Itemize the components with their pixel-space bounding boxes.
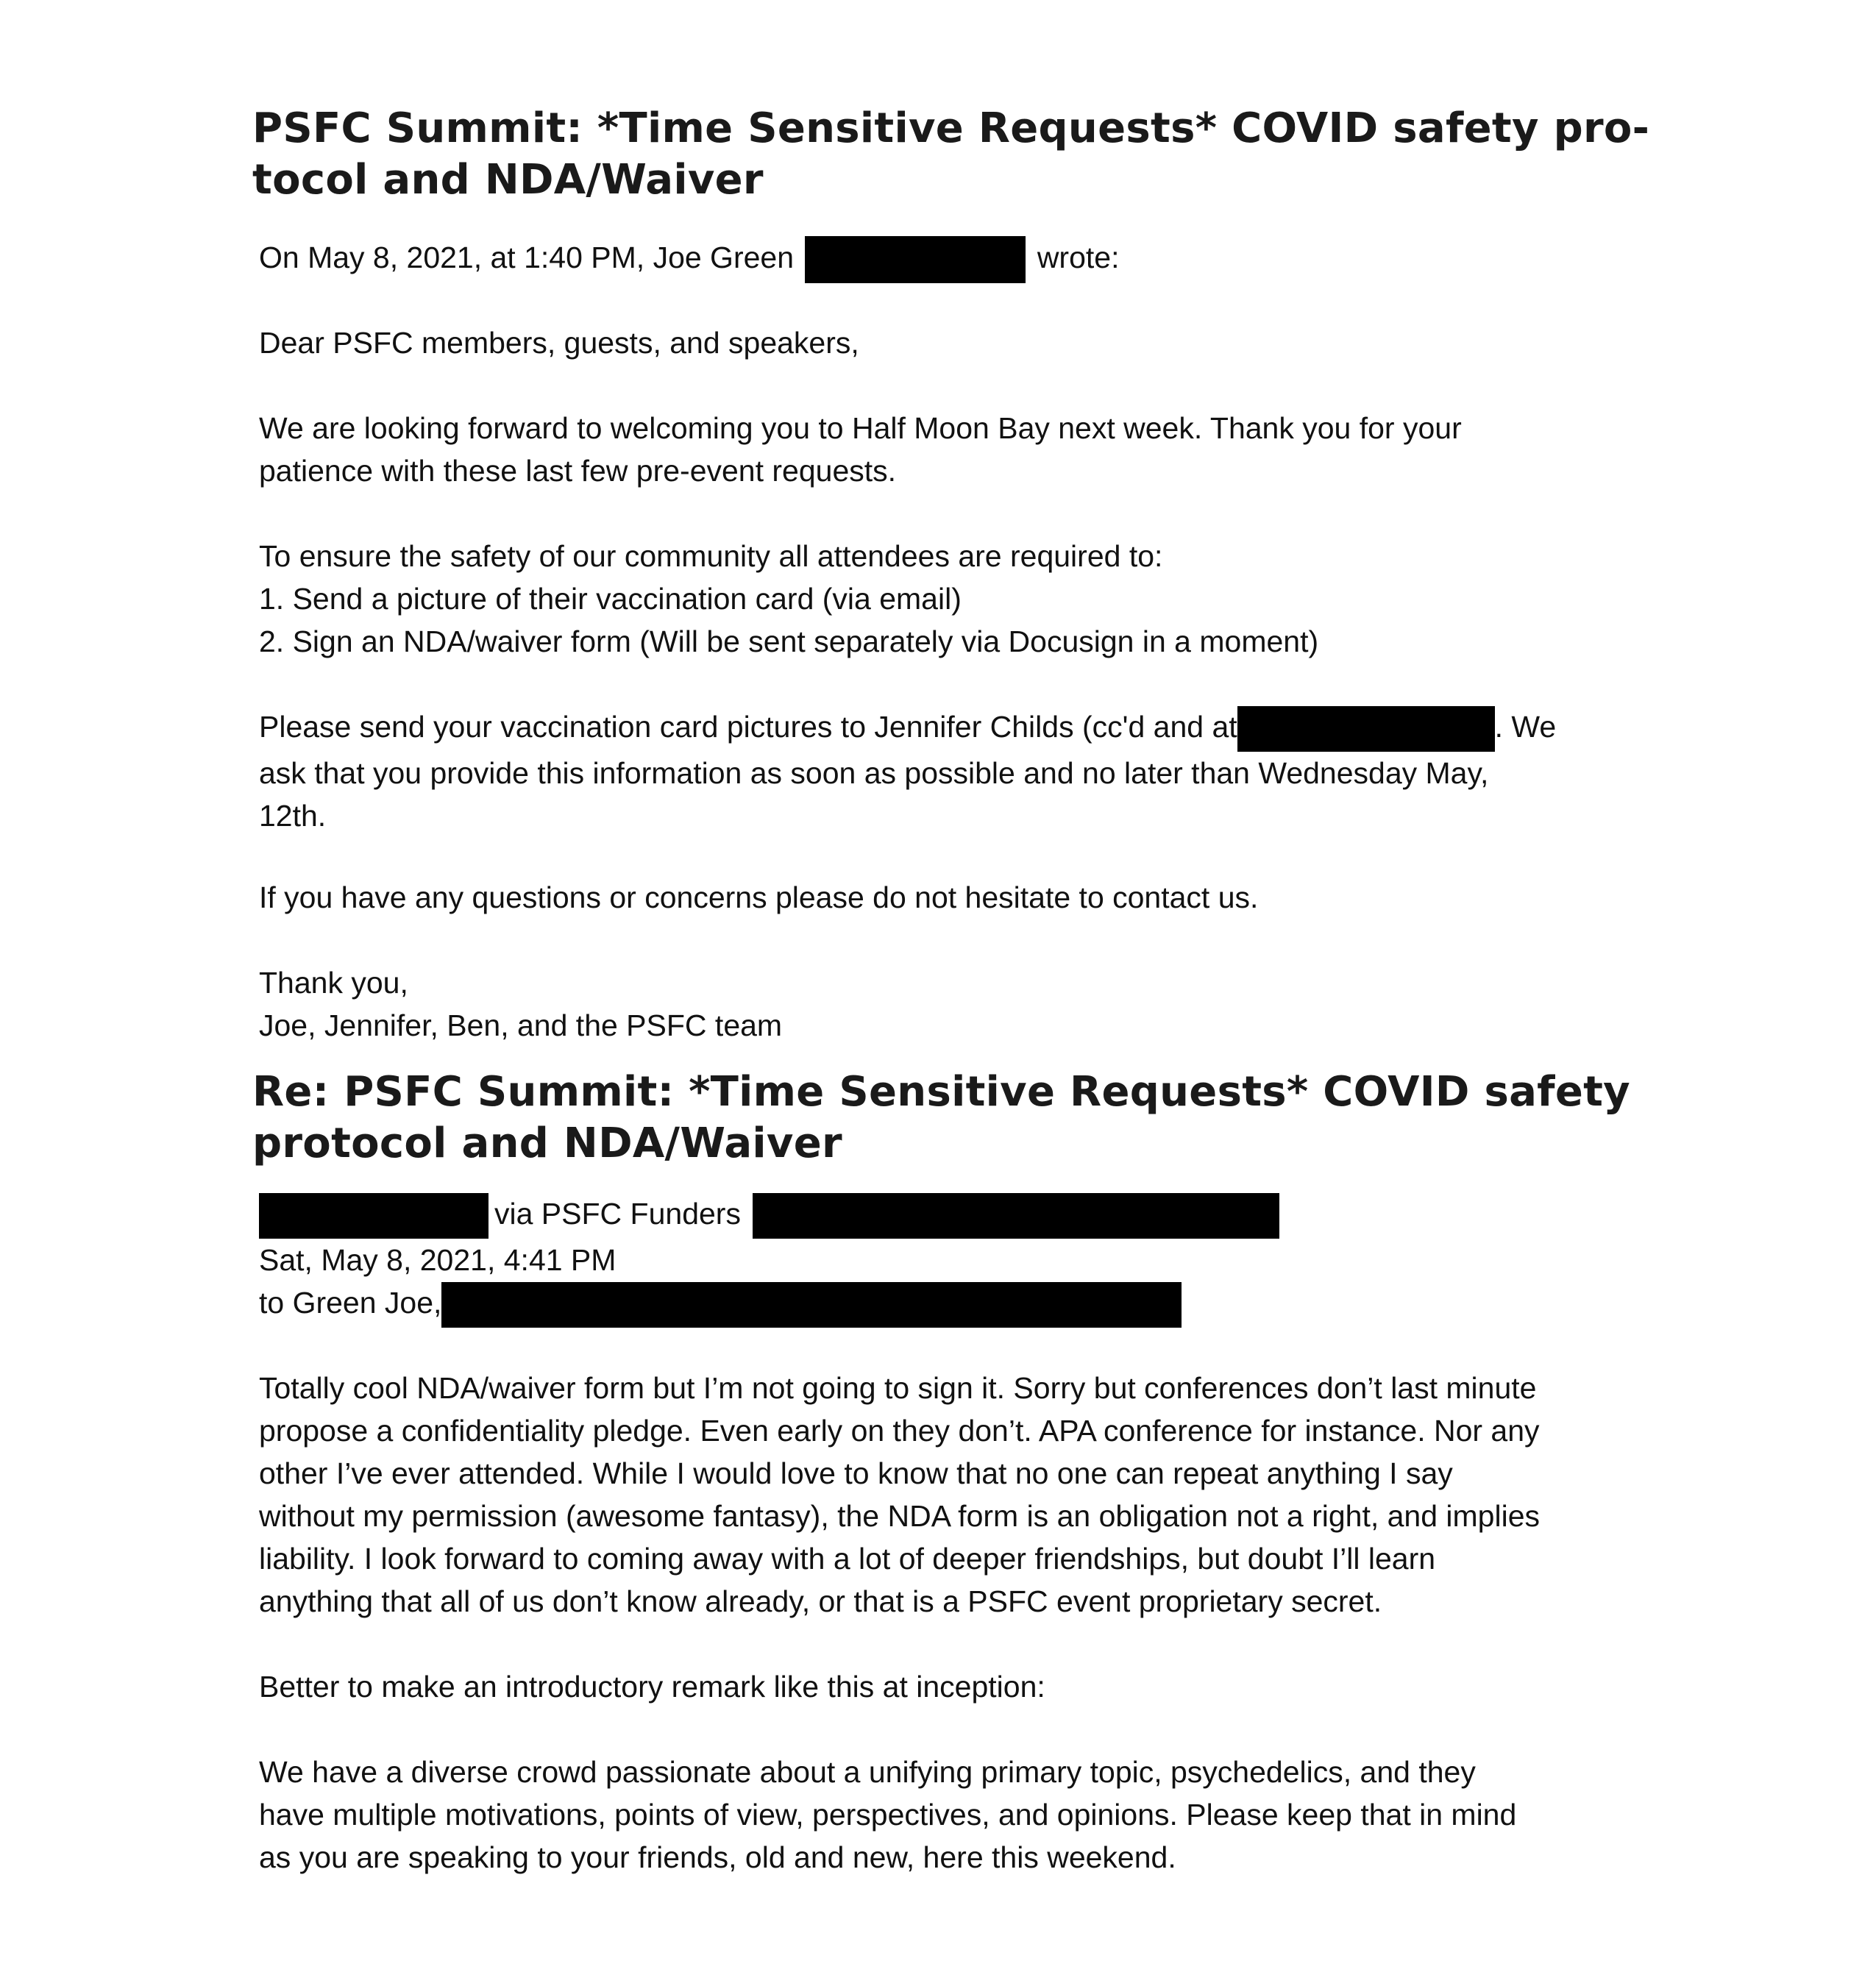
email2-body-paragraph-1 (259, 1367, 1657, 1623)
redacted-email-address (805, 236, 1026, 283)
email2-heading (252, 1067, 1680, 1170)
email1-paragraph-1 (259, 407, 1657, 492)
redacted-email-address (1237, 706, 1495, 752)
email1-paragraph-3: If you have any questions or concerns please do not hesitate to contact us. (259, 880, 1259, 914)
email2-from-via: via PSFC Funders (494, 1197, 741, 1231)
email1-para2-line1-suffix: . We (1494, 710, 1557, 744)
email1-para1-line2: patience with these last few pre-event requests. (259, 454, 897, 488)
email1-paragraph-2 (259, 705, 1657, 837)
email1-para2-line1-text: Please send your vaccination card pictures to Jennifer Childs (cc'd and at (259, 710, 1237, 744)
email2-body-line: liability. I look forward to coming away with a lot of deeper friendships, but doubt I’ll learn (259, 1542, 1436, 1576)
email2-body-line: without my permission (awesome fantasy), the NDA form is an obligation not a right, and implies (259, 1499, 1540, 1533)
email2-from-line (259, 1192, 1657, 1239)
email2-to-prefix: to Green Joe, (259, 1286, 442, 1320)
email1-heading (252, 103, 1680, 206)
email2-header (259, 1192, 1657, 1328)
redacted-recipients (441, 1282, 1182, 1328)
email1-requirements (259, 535, 1657, 663)
email2-body-paragraph-3 (259, 1751, 1657, 1879)
email1-sender-prefix: On May 8, 2021, at 1:40 PM, Joe Green (259, 241, 795, 274)
email1-heading-line2: tocol and NDA/Waiver (252, 156, 764, 204)
email2-body-line: propose a confidentiality pledge. Even early on they don’t. APA conference for instance. Nor any (259, 1414, 1540, 1448)
email2-heading-line1: Re: PSFC Summit: *Time Sensitive Requests* COVID safety (252, 1068, 1630, 1116)
email1-para2-line1 (259, 705, 1657, 752)
email1-para2-line3: 12th. (259, 799, 327, 833)
requirement-item-1: 1. Send a picture of their vaccination card (via email) (259, 582, 962, 616)
email1-closing (259, 961, 1657, 1047)
email2-heading-line2: protocol and NDA/Waiver (252, 1120, 842, 1167)
email2-para3-line: as you are speaking to your friends, old and new, here this weekend. (259, 1840, 1176, 1874)
requirement-item-2: 2. Sign an NDA/waiver form (Will be sent separately via Docusign in a moment) (259, 624, 1319, 658)
email2-para3-line: We have a diverse crowd passionate about a unifying primary topic, psychedelics, and they (259, 1755, 1476, 1789)
email1-signature: Joe, Jennifer, Ben, and the PSFC team (259, 1008, 783, 1042)
redacted-sender-name (259, 1193, 488, 1239)
email1-greeting: Dear PSFC members, guests, and speakers, (259, 326, 859, 360)
email1-sender-suffix: wrote: (1037, 241, 1120, 274)
email2-to-line (259, 1281, 1657, 1328)
email1-para2-line2: ask that you provide this information as soon as possible and no later than Wednesday May, (259, 756, 1489, 791)
email2-body-line: other I’ve ever attended. While I would love to know that no one can repeat anything I say (259, 1456, 1453, 1490)
email2-date: Sat, May 8, 2021, 4:41 PM (259, 1243, 617, 1278)
email2-body-paragraph-2: Better to make an introductory remark like this at inception: (259, 1670, 1045, 1704)
requirements-intro: To ensure the safety of our community all attendees are required to: (259, 539, 1163, 573)
email1-sender-line (259, 236, 1657, 283)
email2-body-line: Totally cool NDA/waiver form but I’m not going to sign it. Sorry but conferences don’t last minute (259, 1371, 1537, 1405)
email1-para1-line1: We are looking forward to welcoming you to Half Moon Bay next week. Thank you for your (259, 411, 1462, 445)
email2-body-line: anything that all of us don’t know already, or that is a PSFC event proprietary secret. (259, 1584, 1382, 1618)
redacted-sender-address (753, 1193, 1279, 1239)
email2-para3-line: have multiple motivations, points of view, perspectives, and opinions. Please keep that in mind (259, 1798, 1517, 1832)
email1-heading-line1: PSFC Summit: *Time Sensitive Requests* COVID safety pro- (252, 104, 1650, 152)
email1-signoff: Thank you, (259, 966, 408, 1000)
